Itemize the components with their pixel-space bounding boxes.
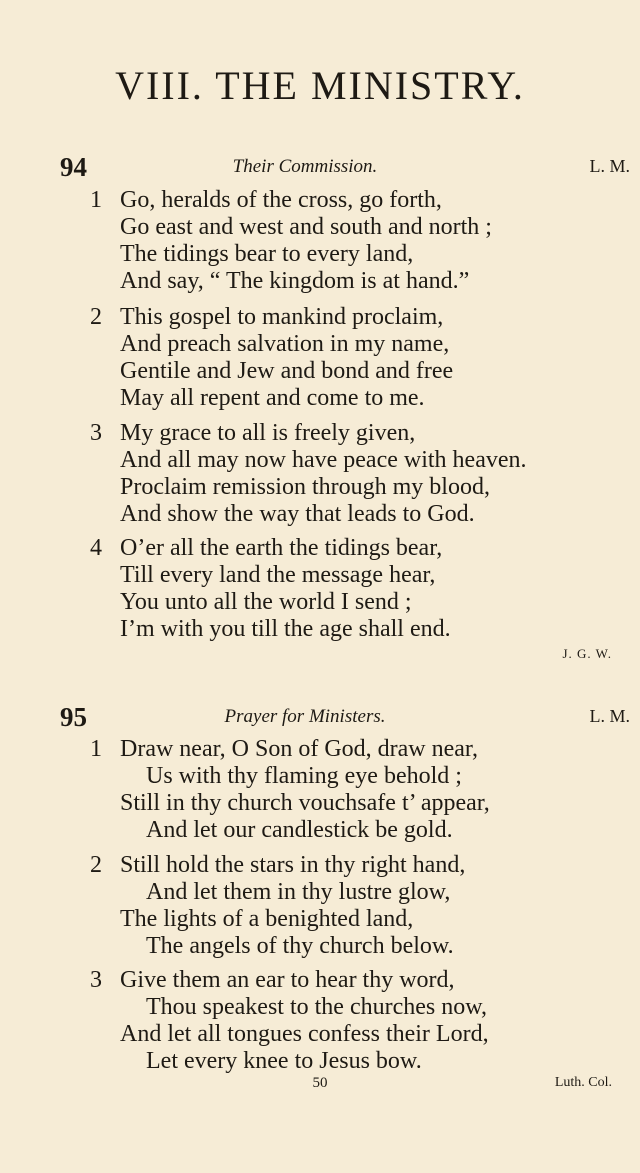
verse-line: May all repent and come to me.	[120, 385, 425, 411]
hymn-header	[60, 152, 630, 186]
verse-number: 3	[90, 967, 102, 993]
verse-line: And say, “ The kingdom is at hand.”	[120, 268, 470, 294]
verse	[90, 304, 635, 412]
verse-number: 4	[90, 535, 102, 561]
verse-line: And preach salvation in my name,	[120, 331, 450, 357]
hymn-title: Their Commission.	[232, 156, 378, 177]
verse-line: My grace to all is freely given,	[120, 420, 416, 446]
verse-number: 1	[90, 187, 102, 213]
verse	[90, 535, 635, 643]
author-attribution: J. G. W.	[562, 646, 612, 661]
verse-line: You unto all the world I send ;	[120, 589, 412, 615]
verse-line: And all may now have peace with heaven.	[120, 447, 527, 473]
section-title: VIII. THE MINISTRY.	[115, 63, 525, 108]
verse-line: I’m with you till the age shall end.	[120, 616, 451, 642]
verse-line: Till every land the message hear,	[120, 562, 436, 588]
verse-line: The angels of thy church below.	[146, 933, 454, 959]
verse-line: And let them in thy lustre glow,	[146, 879, 451, 905]
verse-line: And let all tongues confess their Lord,	[120, 1021, 489, 1047]
verse-line: Draw near, O Son of God, draw near,	[120, 736, 478, 762]
hymn-title: Prayer for Ministers.	[224, 706, 386, 727]
hymn-meter: L. M.	[589, 706, 630, 726]
verse-line: The lights of a benighted land,	[120, 906, 414, 932]
verse-line: Proclaim remission through my blood,	[120, 474, 490, 500]
hymn-meter: L. M.	[589, 156, 630, 176]
hymn-number: 95	[60, 702, 87, 732]
verse-number: 3	[90, 420, 102, 446]
verse-line: Gentile and Jew and bond and free	[120, 358, 454, 384]
verse-line: This gospel to mankind proclaim,	[120, 304, 444, 330]
verse	[90, 420, 635, 528]
verse-line: Let every knee to Jesus bow.	[146, 1048, 422, 1074]
verse-number: 2	[90, 304, 102, 330]
hymn-header	[60, 702, 630, 736]
page-number: 50	[312, 1075, 328, 1091]
verse-line: Thou speakest to the churches now,	[146, 994, 488, 1020]
verse-line: Go east and west and south and north ;	[120, 214, 492, 240]
verse-line: Give them an ear to hear thy word,	[120, 967, 455, 993]
verse-line: And show the way that leads to God.	[120, 501, 475, 527]
verse-line: O’er all the earth the tidings bear,	[120, 535, 443, 561]
hymn-number: 94	[60, 152, 87, 182]
verse-line: Us with thy flaming eye behold ;	[146, 763, 462, 789]
verse-line: And let our candlestick be gold.	[146, 817, 453, 843]
verse	[90, 736, 635, 844]
verse	[90, 967, 635, 1075]
verse-line: The tidings bear to every land,	[120, 241, 414, 267]
source-attribution: Luth. Col.	[554, 1075, 612, 1090]
verse-line: Still in thy church vouchsafe t’ appear,	[120, 790, 490, 816]
verse	[90, 852, 635, 960]
verse	[90, 187, 635, 295]
verse-number: 2	[90, 852, 102, 878]
verse-line: Still hold the stars in thy right hand,	[120, 852, 466, 878]
verse-line: Go, heralds of the cross, go forth,	[120, 187, 442, 213]
verse-number: 1	[90, 736, 102, 762]
